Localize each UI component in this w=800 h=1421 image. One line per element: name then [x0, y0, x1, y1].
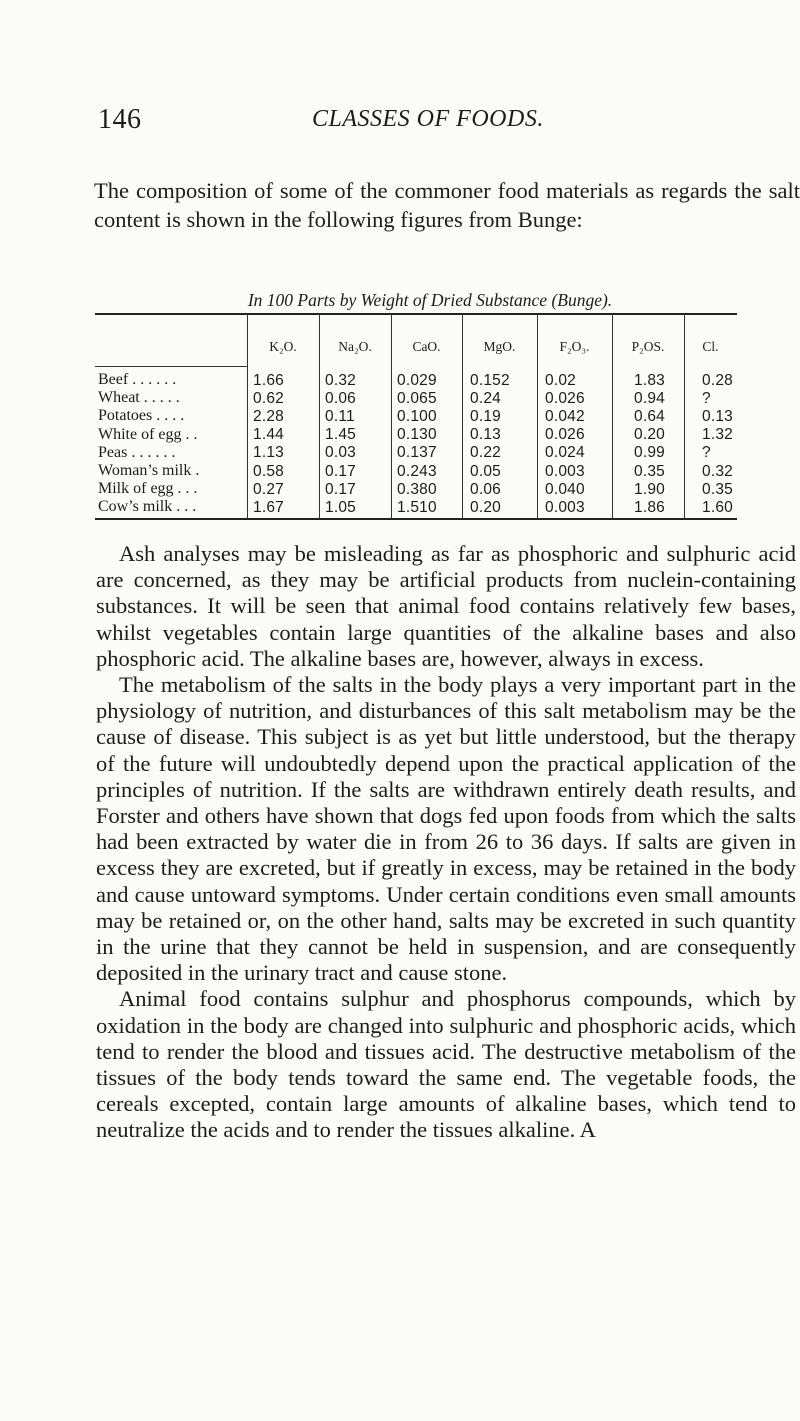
column-header: K₂O.	[269, 339, 297, 354]
table-cell: 0.58	[253, 462, 284, 480]
column-header: CaO.	[412, 339, 441, 354]
table-cell: 0.35	[634, 462, 665, 480]
table-cell: 0.100	[397, 407, 437, 425]
table-cell: 1.510	[397, 498, 437, 516]
table-top-rule	[95, 313, 737, 315]
table-cell: 0.003	[545, 498, 585, 516]
table-cell: 0.32	[325, 371, 356, 389]
table-cell: 0.13	[702, 407, 733, 425]
table-cell: 0.94	[634, 389, 665, 407]
table-cell: 0.026	[545, 426, 585, 444]
paragraph: The metabolism of the salts in the body plays a very important part in the physiology of nutrition, and disturbances of this salt metabolism may be the cause of disease. This subject is as yet but little understood, but the therapy of the future will undoubtedly depend upon the practical application of the principles of nutrition. If the salts are withdrawn entirely death results, and Forster and others have shown that dogs fed upon foods from which the salts had been extracted by water die in from 26 to 36 days. If salts are given in excess they are excreted, but if greatly in excess, may be retained in the body and cause untoward symptoms. Under certain conditions even small amounts may be retained or, on the other hand, salts may be excreted in such quantity in the urine that they cannot be held in suspension, and are consequently deposited in the urinary tract and cause stone.	[96, 672, 796, 986]
row-label: White of egg . .	[98, 425, 198, 443]
table-cell: 1.83	[634, 371, 665, 389]
table-cell: 0.06	[470, 480, 501, 498]
table-cell: 0.24	[470, 389, 501, 407]
table-cell: 0.380	[397, 480, 437, 498]
paragraph: Animal food contains sulphur and phosphorus compounds, which by oxidation in the body are changed into sulphuric and phosphoric acids, which tend to render the blood and tissues acid. The destructive metabolism of the tissues of the body tends toward the same end. The vegetable foods, the cereals excepted, contain large amounts of alkaline bases, which tend to neutralize the acids and to render the tissues alkaline. A	[96, 986, 796, 1143]
salt-composition-table	[95, 313, 737, 525]
column-header: F₂O₃.	[559, 339, 590, 354]
table-cell: 0.05	[470, 462, 501, 480]
stub-header-rule	[95, 366, 247, 367]
row-label: Milk of egg . . .	[98, 480, 198, 498]
table-cell: 1.05	[325, 498, 356, 516]
table-cell: 0.152	[470, 371, 510, 389]
paragraph: Ash analyses may be misleading as far as phosphoric and sulphuric acid are concerned, as they may be artificial products from nuclein-containing substances. It will be seen that animal food contains relatively few bases, whilst vegetables contain large quantities of the alkaline bases and also phosphoric acid. The alkaline bases are, however, always in excess.	[96, 541, 796, 671]
table-caption: In 100 Parts by Weight of Dried Substance (Bunge).	[247, 290, 613, 310]
table-cell: 0.13	[470, 426, 501, 444]
table-cell: 1.13	[253, 444, 284, 462]
table-cell: 0.62	[253, 389, 284, 407]
table-cell: 1.60	[702, 498, 733, 516]
column-header: Cl.	[702, 339, 719, 354]
table-cell: 0.06	[325, 389, 356, 407]
table-cell: 0.040	[545, 480, 585, 498]
body-text	[96, 541, 796, 1144]
table-cell: 0.20	[634, 426, 665, 444]
table-cell: 1.45	[325, 426, 356, 444]
table-cell: 0.243	[397, 462, 437, 480]
intro-paragraph: The composition of some of the commoner food materials as regards the salt content is shown in the following figures from Bunge:	[94, 178, 800, 232]
row-label: Woman’s milk .	[98, 462, 200, 479]
table-cell: 1.44	[253, 426, 284, 444]
row-label: Potatoes . . . .	[98, 407, 185, 425]
table-cell: 0.27	[253, 480, 284, 498]
row-label: Cow’s milk . . .	[98, 498, 197, 516]
table-cell: 0.026	[545, 389, 585, 407]
row-label: Beef . . . . . .	[98, 371, 177, 388]
table-cell: 0.19	[470, 407, 501, 425]
table-cell: 0.17	[325, 462, 356, 480]
table-cell: 1.90	[634, 480, 665, 498]
table-cell: ?	[702, 389, 711, 407]
table-cell: 0.17	[325, 480, 356, 498]
table-cell: 0.029	[397, 371, 437, 389]
table-cell: 0.20	[470, 498, 501, 516]
table-cell: 0.003	[545, 462, 585, 480]
table-cell: 2.28	[253, 407, 284, 425]
table-cell: 0.22	[470, 444, 501, 462]
table-cell: 0.32	[702, 462, 733, 480]
table-cell: 1.66	[253, 371, 284, 389]
page-number: 146	[98, 104, 142, 135]
table-cell: 0.130	[397, 426, 437, 444]
table-cell: 1.32	[702, 426, 733, 444]
table-cell: 0.28	[702, 371, 733, 389]
table-cell: 1.86	[634, 498, 665, 516]
row-label: Wheat . . . . .	[98, 389, 180, 407]
table-cell: 0.99	[634, 444, 665, 462]
table-cell: 1.67	[253, 498, 284, 516]
table-bottom-rule	[95, 518, 737, 520]
row-label: Peas . . . . . .	[98, 443, 176, 461]
column-header: P₂OS.	[631, 339, 665, 354]
table-cell: 0.64	[634, 407, 665, 425]
column-header: Na₂O.	[338, 339, 372, 354]
running-title: CLASSES OF FOODS.	[312, 106, 544, 132]
table-cell: 0.042	[545, 407, 585, 425]
table-cell: 0.11	[325, 407, 355, 425]
table-cell: 0.137	[397, 444, 437, 462]
table-cell: 0.065	[397, 389, 437, 407]
column-header: MgO.	[483, 339, 516, 354]
table-cell: ?	[702, 444, 711, 462]
table-cell: 0.35	[702, 480, 733, 498]
table-cell: 0.024	[545, 444, 585, 462]
table-cell: 0.02	[545, 371, 576, 389]
table-cell: 0.03	[325, 444, 356, 462]
page-header	[0, 104, 800, 144]
